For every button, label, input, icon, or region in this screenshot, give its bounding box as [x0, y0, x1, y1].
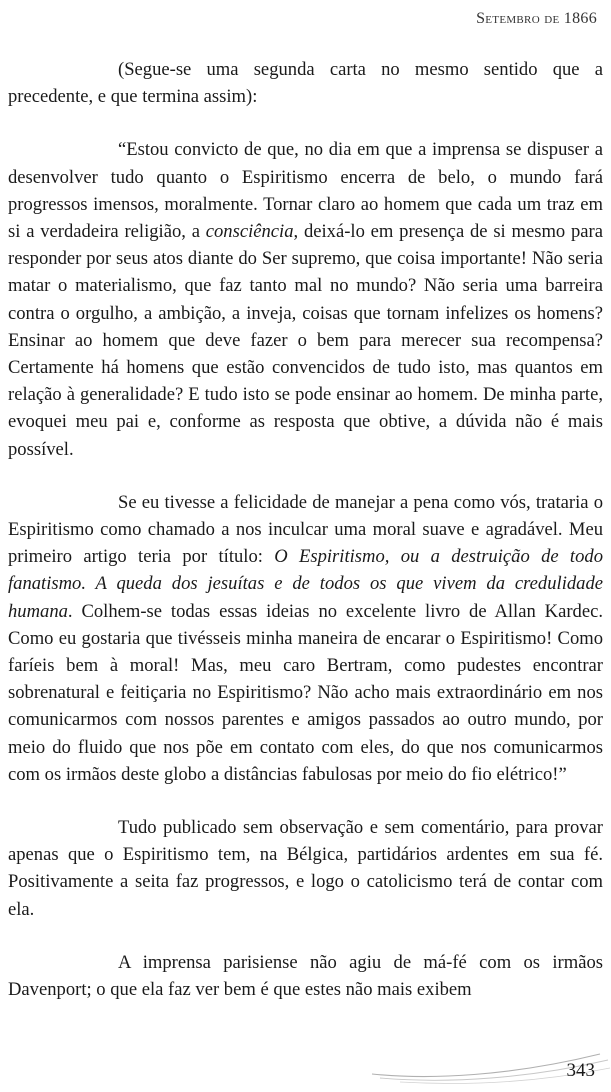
paragraph: [8, 489, 603, 788]
text-run: Tudo publicado sem observação e sem comentário, para provar apenas que o Espiritismo tem, na Bélgica, partidários ardentes em sua fé. Positivamente a seita faz progressos, e logo o catolicismo terá de contar com ela.: [8, 817, 603, 920]
paragraph: [8, 949, 603, 1003]
body-text: [8, 56, 603, 1003]
italic-text: O Espiritismo, ou a destruição de todo fanatismo. A queda dos jesuítas e de todos os que vivem da credulidade humana: [8, 546, 603, 622]
text-run: , deixá-lo em presença de si mesmo para responder por seus atos diante do Ser supremo, que coisa importante! Não seria matar o materialismo, que faz tanto mal no mundo? Não seria uma barreira contra o orgulho, a ambição, a inveja, coisas que tornam infelizes os homens? Ensinar ao homem que deve fazer o bem para merecer sua recompensa? Certamente há homens que estão convencidos de tudo isto, mas quantos em relação à generalidade? E tudo isto se pode ensinar ao homem. De minha parte, evoquei meu pai e, conforme as resposta que obtive, a dúvida não é mais possível.: [8, 221, 603, 460]
text-run: “Estou convicto de que, no dia em que a imprensa se dispuser a desenvolver tudo quanto o Espiritismo encerra de belo, o mundo fará progressos imensos, moralmente. Tornar claro ao homem que cada um traz em si a verdadeira religião, a: [8, 139, 603, 243]
paragraph: [8, 56, 603, 110]
paragraph: [8, 814, 603, 923]
text-run: Se eu tivesse a felicidade de manejar a pena como vós, trataria o Espiritismo como chamado a nos inculcar uma moral suave e agradável. Meu primeiro artigo teria por título:: [8, 491, 603, 568]
page-number: 343: [566, 1060, 595, 1081]
text-run: (Segue-se uma segunda carta no mesmo sentido que a precedente, e que termina assim):: [8, 59, 603, 108]
running-header: [476, 10, 597, 28]
text-run: A imprensa parisiense não agiu de má-fé com os irmãos Davenport; o que ela faz ver bem é que estes não mais exibem: [8, 951, 603, 1001]
italic-text: consciência: [205, 221, 294, 243]
paragraph: [8, 136, 603, 462]
running-title: Setembro de 1866: [476, 10, 597, 27]
text-run: . Colhem-se todas essas ideias no excelente livro de Allan Kardec. Como eu gostaria que tivésseis minha maneira de encarar o Espiritismo! Como faríeis bem à moral! Mas, meu caro Bertram, como pudestes encontrar sobrenatural e feitiçaria no Espiritismo? Não acho mais extraordinário em nos comunicarmos com nossos parentes e amigos passados ao outro mundo, por meio do fluido que nos põe em contato com eles, do que nos comunicarmos com os irmãos deste globo a distâncias fabulosas por meio do fio elétrico!”: [8, 600, 603, 785]
